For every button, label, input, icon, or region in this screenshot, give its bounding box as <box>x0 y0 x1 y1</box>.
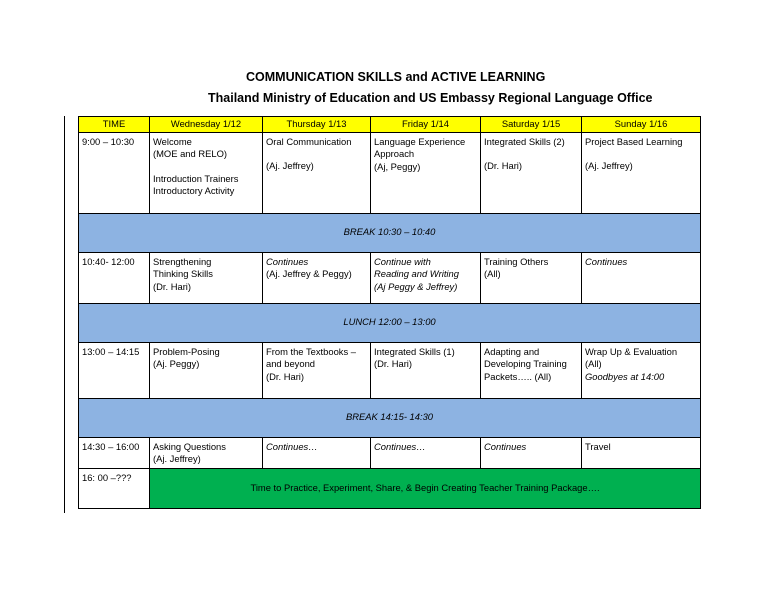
header-row <box>79 117 701 133</box>
session-title: and beyond <box>266 358 316 370</box>
session-title: Introduction Trainers <box>153 172 239 184</box>
session-presenter: (Aj. Jeffrey & Peggy) <box>266 268 352 280</box>
session-presenter: (Aj Peggy & Jeffrey) <box>374 280 458 292</box>
session-cell <box>582 252 701 303</box>
lunch-row <box>79 303 701 342</box>
table-row <box>79 437 701 468</box>
session-presenter: (Dr. Hari) <box>153 280 192 292</box>
session-cell <box>263 342 371 398</box>
break-row <box>79 213 701 252</box>
session-presenter: (All) <box>585 358 602 370</box>
schedule-table <box>78 116 701 509</box>
session-cell <box>150 132 263 213</box>
session-title: Introductory Activity <box>153 185 235 197</box>
session-title: Welcome <box>153 135 192 147</box>
session-note: Goodbyes at 14:00 <box>585 370 665 382</box>
session-cell <box>371 132 481 213</box>
session-presenter: Packets….. (All) <box>484 370 552 382</box>
session-presenter: (Dr. Hari) <box>266 370 305 382</box>
header-sunday: Sunday 1/16 <box>582 117 701 133</box>
session-cell <box>150 252 263 303</box>
session-title: Thinking Skills <box>153 268 213 280</box>
session-title: Strengthening <box>153 255 212 267</box>
session-title: Oral Communication <box>266 135 352 147</box>
session-cell <box>150 437 263 468</box>
session-presenter: (All) <box>484 268 501 280</box>
session-cell <box>481 132 582 213</box>
time-cell: 9:00 – 10:30 <box>79 132 150 213</box>
activity-cell: Time to Practice, Experiment, Share, & Begin Creating Teacher Training Package…. <box>150 468 701 508</box>
session-cell <box>263 132 371 213</box>
header-wednesday: Wednesday 1/12 <box>150 117 263 133</box>
session-cell: Continues… <box>371 437 481 468</box>
lunch-label: LUNCH 12:00 – 13:00 <box>79 303 701 342</box>
session-presenter: (Aj. Jeffrey) <box>266 160 314 172</box>
document-title: COMMUNICATION SKILLS and ACTIVE LEARNING <box>246 70 546 84</box>
table-row <box>79 342 701 398</box>
session-cell <box>582 342 701 398</box>
break-row <box>79 398 701 437</box>
header-time: TIME <box>79 117 150 133</box>
session-title: Asking Questions <box>153 440 226 452</box>
session-cell: Continues <box>481 437 582 468</box>
time-cell: 14:30 – 16:00 <box>79 437 150 468</box>
session-presenter: (Aj. Jeffrey) <box>585 160 633 172</box>
session-title: Wrap Up & Evaluation <box>585 345 678 357</box>
session-cell <box>481 342 582 398</box>
session-title: Continues <box>266 255 309 267</box>
header-thursday: Thursday 1/13 <box>263 117 371 133</box>
session-cell <box>371 342 481 398</box>
table-row <box>79 468 701 508</box>
session-presenter: (Dr. Hari) <box>374 358 413 370</box>
session-title: Language Experience <box>374 135 466 147</box>
session-title: Adapting and <box>484 345 540 357</box>
time-cell: 16: 00 –??? <box>79 468 150 508</box>
session-cell: Travel <box>582 437 701 468</box>
document-subtitle: Thailand Ministry of Education and US Embassy Regional Language Office <box>208 91 653 105</box>
session-presenter: (Dr. Hari) <box>484 160 523 172</box>
header-saturday: Saturday 1/15 <box>481 117 582 133</box>
session-cell <box>150 342 263 398</box>
session-title: Approach <box>374 148 415 160</box>
session-cell <box>371 252 481 303</box>
session-title: Reading and Writing <box>374 268 459 280</box>
session-presenter: (Aj, Peggy) <box>374 160 421 172</box>
session-title: Integrated Skills (1) <box>374 345 455 357</box>
break-label: BREAK 10:30 – 10:40 <box>79 213 701 252</box>
session-title: Developing Training <box>484 358 567 370</box>
session-title: Project Based Learning <box>585 135 683 147</box>
table-row <box>79 132 701 213</box>
session-title: Continue with <box>374 255 431 267</box>
session-title: Training Others <box>484 255 549 267</box>
session-cell: Continues… <box>263 437 371 468</box>
session-presenter: (Aj. Jeffrey) <box>153 453 201 465</box>
session-presenter: (Aj. Peggy) <box>153 358 200 370</box>
session-title: Problem-Posing <box>153 345 220 357</box>
header-friday: Friday 1/14 <box>371 117 481 133</box>
time-cell: 10:40- 12:00 <box>79 252 150 303</box>
session-title: From the Textbooks – <box>266 345 356 357</box>
time-cell: 13:00 – 14:15 <box>79 342 150 398</box>
margin-rule <box>64 116 65 513</box>
session-cell <box>582 132 701 213</box>
session-title: Continues <box>585 255 628 267</box>
table-row <box>79 252 701 303</box>
session-presenter: (MOE and RELO) <box>153 148 227 160</box>
session-cell <box>263 252 371 303</box>
session-cell <box>481 252 582 303</box>
break-label: BREAK 14:15- 14:30 <box>79 398 701 437</box>
session-title: Integrated Skills (2) <box>484 135 565 147</box>
